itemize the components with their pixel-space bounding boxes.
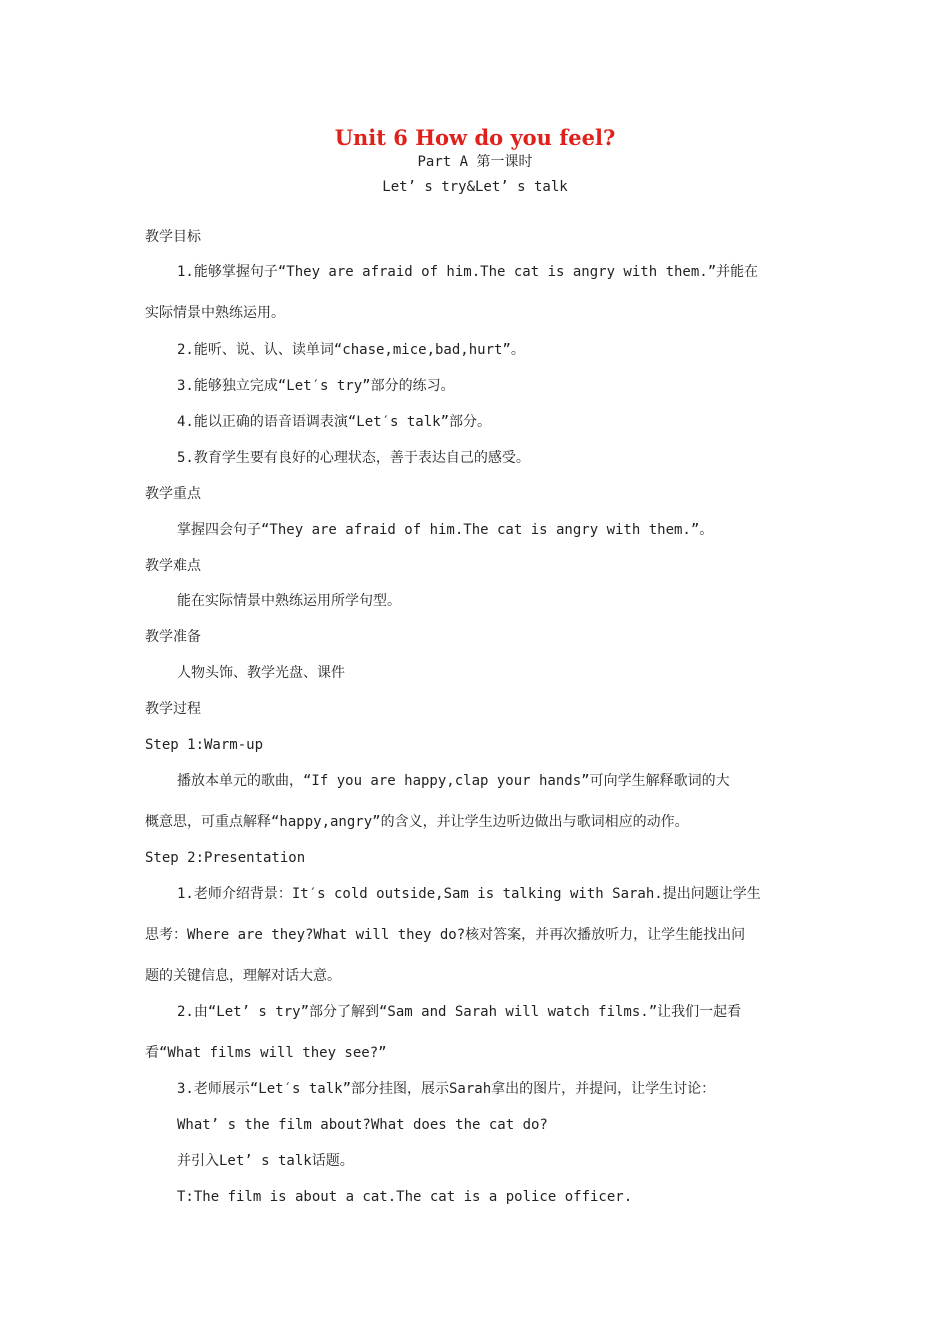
- objectives-heading: 教学目标: [145, 229, 201, 245]
- step1-heading: Step 1:Warm-up: [145, 737, 264, 753]
- step2-line: 3.老师展示“Let′s talk”部分挂图，展示Sarah拿出的图片，并提问，让学生讨论：: [177, 1081, 716, 1097]
- objective-line: 实际情景中熟练运用。: [145, 305, 285, 321]
- step2-line: What’ s the film about?What does the cat do?: [177, 1117, 548, 1133]
- difficulties-heading: 教学难点: [145, 558, 201, 574]
- step1-line: 概意思，可重点解释“happy,angry”的含义，并让学生边听边做出与歌词相应的动作。: [145, 814, 689, 830]
- step2-line: 思考：Where are they?What will they do?核对答案，并再次播放听力，让学生能找出问: [145, 927, 746, 943]
- preparation-text: 人物头饰、教学光盘、课件: [177, 665, 345, 681]
- objective-line: 2.能听、说、认、读单词“chase,mice,bad,hurt”。: [177, 342, 525, 358]
- objective-line: 4.能以正确的语音语调表演“Let′s talk”部分。: [177, 414, 492, 430]
- difficulties-text: 能在实际情景中熟练运用所学句型。: [177, 593, 401, 609]
- objective-line: 5.教育学生要有良好的心理状态，善于表达自己的感受。: [177, 450, 530, 466]
- subtitle-part: Part A 第一课时: [417, 154, 533, 170]
- preparation-heading: 教学准备: [145, 629, 201, 645]
- step2-line: 1.老师介绍背景：It′s cold outside,Sam is talking with Sarah.提出问题让学生: [177, 886, 761, 902]
- step2-line: T:The film is about a cat.The cat is a police officer.: [177, 1189, 633, 1205]
- step2-line: 题的关键信息，理解对话大意。: [145, 968, 341, 984]
- document-title: Unit 6 How do you feel?: [334, 125, 616, 150]
- process-heading: 教学过程: [145, 701, 201, 717]
- step2-heading: Step 2:Presentation: [145, 850, 306, 866]
- step2-line: 并引入Let’ s talk话题。: [177, 1153, 354, 1169]
- objective-line: 3.能够独立完成“Let′s try”部分的练习。: [177, 378, 455, 394]
- step2-line: 看“What films will they see?”: [145, 1045, 387, 1061]
- key-points-heading: 教学重点: [145, 486, 201, 502]
- objective-line: 1.能够掌握句子“They are afraid of him.The cat is angry with them.”并能在: [177, 264, 759, 280]
- step2-line: 2.由“Let’ s try”部分了解到“Sam and Sarah will watch films.”让我们一起看: [177, 1004, 742, 1020]
- subtitle-lesson: Let’ s try&Let’ s talk: [382, 179, 568, 195]
- key-points-text: 掌握四会句子“They are afraid of him.The cat is angry with them.”。: [177, 522, 714, 538]
- step1-line: 播放本单元的歌曲，“If you are happy,clap your hands”可向学生解释歌词的大: [177, 773, 730, 789]
